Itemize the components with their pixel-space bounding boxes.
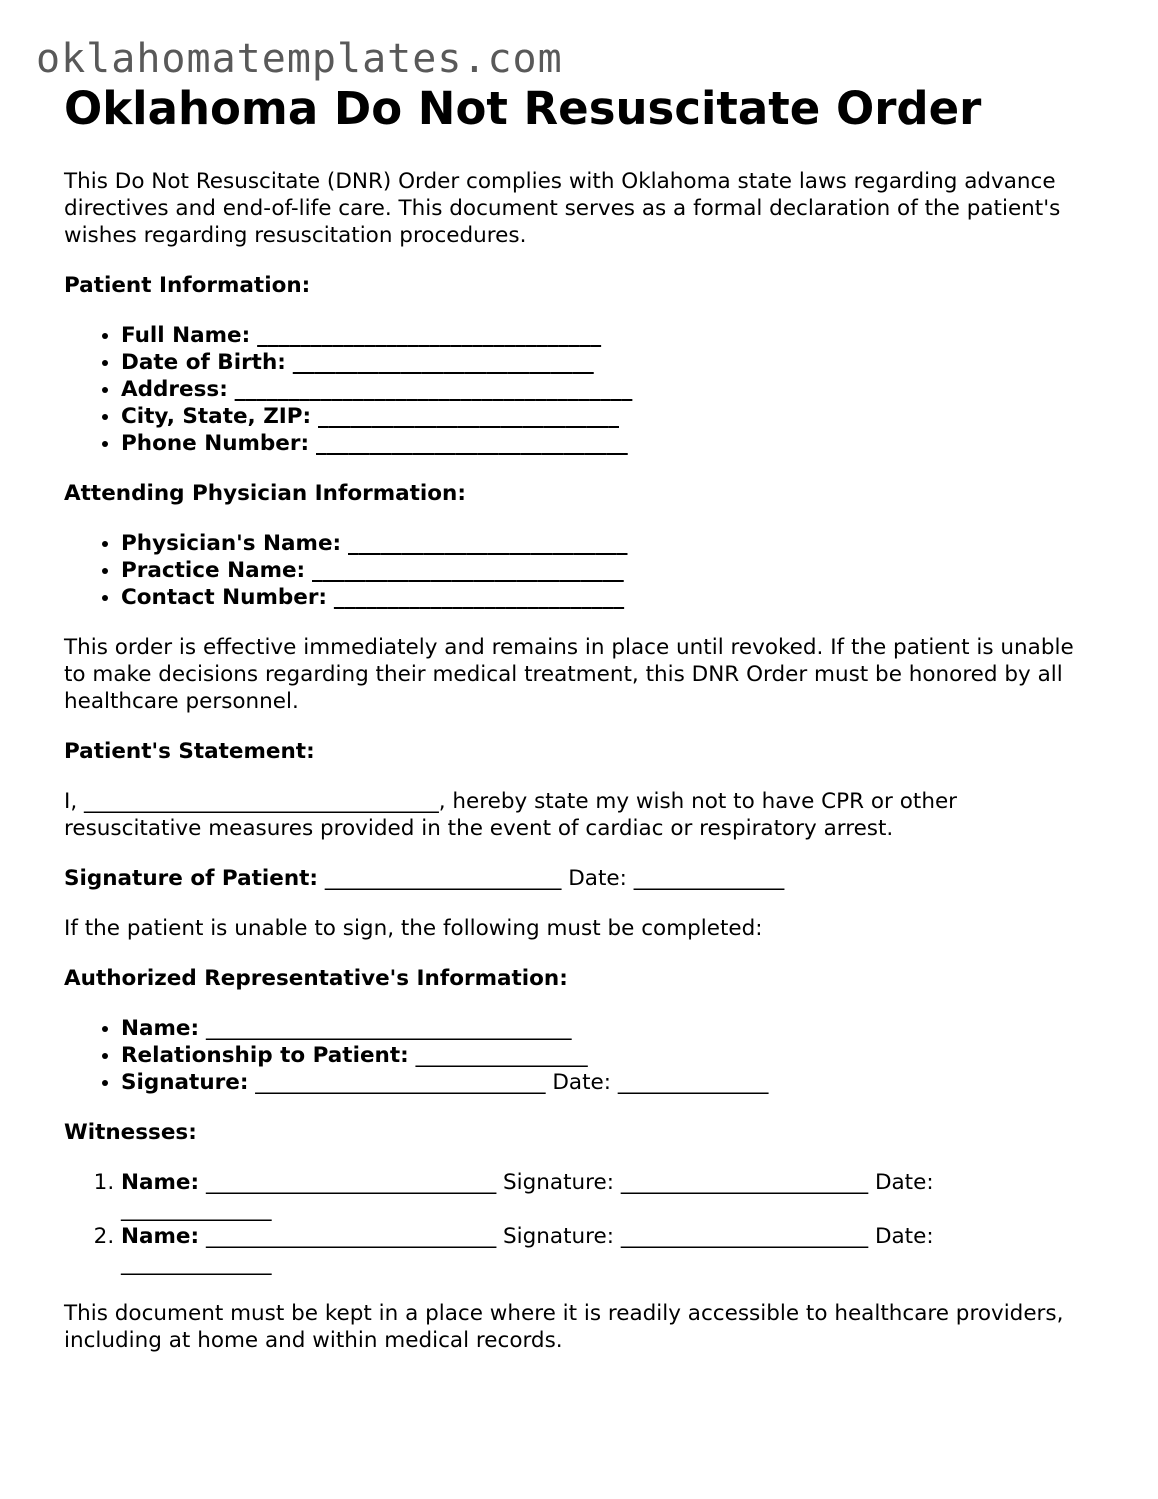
patient-info-list (64, 322, 1084, 457)
statement-prefix: I, (64, 789, 85, 814)
closing-paragraph: This document must be kept in a place where it is readily accessible to healthcare providers, including at home and within medical records. (64, 1301, 1064, 1353)
list-item (121, 349, 1084, 376)
representative-name-blank[interactable]: __________________________________ (205, 1016, 572, 1041)
witnesses-list (64, 1169, 1084, 1277)
list-item (121, 530, 1084, 557)
address-blank[interactable]: _____________________________________ (234, 377, 633, 402)
full-name-blank[interactable]: ________________________________ (257, 323, 602, 348)
field-label: Name: (121, 1170, 200, 1195)
physician-info-list (64, 530, 1084, 611)
practice-name-blank[interactable]: _____________________________ (312, 558, 624, 583)
witness-signature-blank[interactable]: _______________________ (620, 1224, 869, 1249)
list-item (121, 376, 1084, 403)
list-item (121, 430, 1084, 457)
intro-paragraph: This Do Not Resuscitate (DNR) Order complies with Oklahoma state laws regarding advance directives and end-of-life care. This document serves as a formal declaration of the patient's wishes regarding resuscitation procedures. (64, 169, 1061, 248)
document-body (64, 80, 1084, 1354)
statement-suffix: , hereby state my wish not to have CPR or other resuscitative measures provided in the event of cardiac or respiratory arrest. (64, 789, 958, 841)
patient-signature-blank[interactable]: ______________________ (324, 866, 562, 891)
field-label: Practice Name: (121, 558, 306, 583)
witnesses-heading: Witnesses: (64, 1120, 197, 1145)
representative-list (64, 1015, 1084, 1096)
field-label: Date: (568, 866, 627, 891)
field-label: Name: (121, 1224, 200, 1249)
field-label: Signature: (503, 1224, 614, 1249)
patient-signature-line (64, 865, 1084, 892)
physician-info-heading: Attending Physician Information: (64, 481, 466, 506)
statement-name-blank[interactable]: _________________________________ (84, 789, 439, 814)
date-of-birth-blank[interactable]: ____________________________ (292, 350, 594, 375)
site-watermark: oklahomatemplates.com (36, 36, 563, 82)
physician-name-blank[interactable]: __________________________ (347, 531, 628, 556)
witness-name-blank[interactable]: ___________________________ (205, 1224, 497, 1249)
field-label: Date of Birth: (121, 350, 286, 375)
field-label: Signature: (503, 1170, 614, 1195)
city-state-zip-blank[interactable]: ____________________________ (318, 404, 619, 429)
representative-signature-blank[interactable]: ___________________________ (255, 1070, 546, 1095)
field-label: Full Name: (121, 323, 251, 348)
field-label: Contact Number: (121, 585, 328, 610)
witness-date-blank[interactable]: ______________ (121, 1251, 272, 1276)
field-label: Date: (552, 1070, 612, 1095)
list-item (121, 1169, 1084, 1223)
document-title: Oklahoma Do Not Resuscitate Order (64, 82, 982, 135)
list-item (121, 1223, 1084, 1277)
field-label: Phone Number: (121, 431, 310, 456)
representative-date-blank[interactable]: ______________ (617, 1070, 769, 1095)
list-item (121, 1042, 1084, 1069)
witness-date-blank[interactable]: ______________ (121, 1197, 272, 1222)
list-item (121, 403, 1084, 430)
representative-heading: Authorized Representative's Information: (64, 966, 568, 991)
field-label: Physician's Name: (121, 531, 342, 556)
phone-number-blank[interactable]: _____________________________ (315, 431, 628, 456)
list-item (121, 584, 1084, 611)
list-item (121, 557, 1084, 584)
field-label: City, State, ZIP: (121, 404, 312, 429)
field-label: Date: (874, 1170, 934, 1195)
field-label: Signature: (121, 1070, 249, 1095)
witness-name-blank[interactable]: ___________________________ (205, 1170, 497, 1195)
field-label: Signature of Patient: (64, 866, 319, 891)
effective-paragraph: This order is effective immediately and remains in place until revoked. If the patient is unable to make decisions regarding their medical treatment, this DNR Order must be honored by all healthcare personnel. (64, 635, 1074, 714)
relationship-blank[interactable]: ________________ (415, 1043, 588, 1068)
list-item (121, 1015, 1084, 1042)
patient-statement-paragraph (64, 788, 1084, 842)
field-label: Relationship to Patient: (121, 1043, 409, 1068)
list-item (121, 1069, 1084, 1096)
patient-date-blank[interactable]: ______________ (633, 866, 785, 891)
field-label: Name: (121, 1016, 200, 1041)
contact-number-blank[interactable]: ___________________________ (333, 585, 625, 610)
field-label: Address: (121, 377, 228, 402)
unable-to-sign-paragraph: If the patient is unable to sign, the following must be completed: (64, 916, 763, 941)
list-item (121, 322, 1084, 349)
patient-statement-heading: Patient's Statement: (64, 739, 315, 764)
field-label: Date: (874, 1224, 934, 1249)
witness-signature-blank[interactable]: _______________________ (620, 1170, 869, 1195)
patient-info-heading: Patient Information: (64, 273, 311, 298)
